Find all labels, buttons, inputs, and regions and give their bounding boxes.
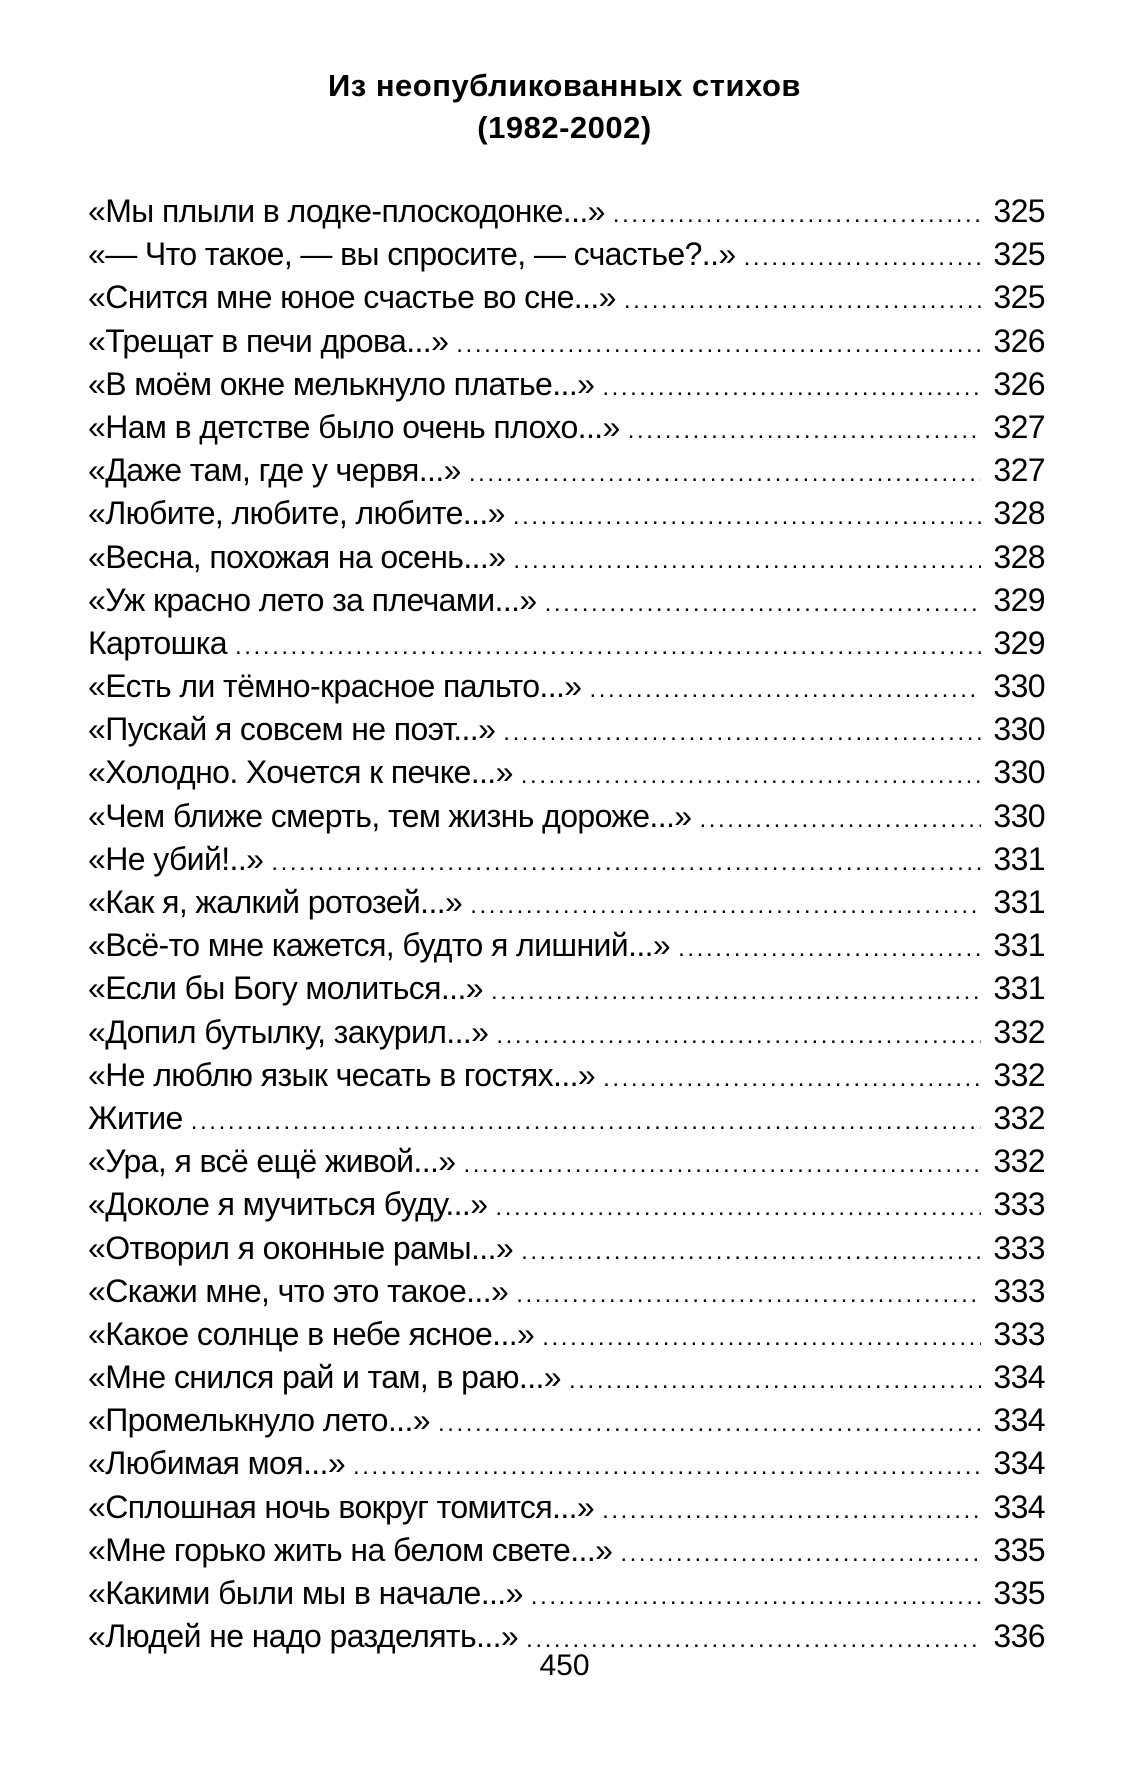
toc-entry[interactable]: [88, 320, 1045, 363]
dot-leader: [744, 236, 981, 279]
toc-entry[interactable]: [88, 276, 1045, 319]
dot-leader: [590, 668, 982, 711]
dot-leader: [569, 1359, 981, 1402]
toc-entry[interactable]: [88, 1486, 1045, 1529]
toc-entry[interactable]: [88, 1356, 1045, 1399]
toc-entry-page: 327: [993, 408, 1045, 445]
toc-entry-title: «Нам в детстве было очень плохо...»: [88, 408, 620, 445]
toc-entry[interactable]: [88, 536, 1045, 579]
toc-entry-title: «Как я, жалкий ротозей...»: [88, 884, 463, 920]
toc-entry-page: 326: [993, 365, 1045, 402]
toc-entry[interactable]: [88, 1313, 1045, 1356]
toc-entry-title: «Даже там, где у червя...»: [88, 452, 461, 489]
dot-leader: [700, 798, 982, 841]
toc-entry-title: «Не люблю язык чесать в гостях...»: [88, 1056, 596, 1093]
toc-entry-page: 333: [993, 1272, 1045, 1309]
toc-entry[interactable]: [88, 838, 1045, 881]
dot-leader: [513, 495, 981, 538]
toc-entry-page: 327: [993, 452, 1045, 489]
dot-leader: [521, 1230, 981, 1273]
toc-entry-page: 325: [993, 279, 1045, 316]
toc-entry-title: «Пускай я совсем не поэт...»: [88, 711, 496, 748]
toc-entry-title: «Не убий!..»: [88, 840, 264, 877]
toc-entry[interactable]: [88, 1054, 1045, 1097]
dot-leader: [191, 1100, 981, 1143]
toc-entry-title: «Мне снился рай и там, в раю...»: [88, 1359, 562, 1396]
toc-entry-title: «Снится мне юное счастье во сне...»: [88, 279, 616, 316]
toc-entry[interactable]: [88, 1227, 1045, 1270]
toc-entry[interactable]: [88, 881, 1045, 924]
toc-entry-page: 328: [993, 538, 1045, 575]
dot-leader: [513, 539, 981, 582]
toc-entry[interactable]: [88, 579, 1045, 622]
toc-entry-title: Житие: [88, 1099, 183, 1136]
toc-entry-title: «Промелькнуло лето...»: [88, 1402, 430, 1439]
toc-entry[interactable]: [88, 622, 1045, 665]
page-number: 450: [539, 1649, 590, 1682]
dot-leader: [438, 1402, 981, 1445]
toc-entry-title: «Допил бутылку, закурил...»: [88, 1013, 489, 1050]
toc-entry-page: 330: [993, 797, 1045, 834]
toc-entry-title: «Доколе я мучиться буду...»: [88, 1186, 488, 1223]
toc-entry-page: 330: [993, 668, 1045, 705]
toc-entry-title: «Чем ближе смерть, тем жизнь дороже...»: [88, 797, 692, 834]
toc-entry-title: «Ура, я всё ещё живой...»: [88, 1143, 456, 1180]
toc-entry-title: «В моём окне мелькнуло платье...»: [88, 365, 595, 402]
toc-entry-page: 326: [993, 322, 1045, 359]
toc-entry[interactable]: [88, 708, 1045, 751]
toc-entry-page: 336: [993, 1618, 1045, 1655]
toc-entry-page: 331: [993, 970, 1045, 1007]
toc-entry[interactable]: [88, 406, 1045, 449]
toc-entry-page: 332: [993, 1143, 1045, 1180]
dot-leader: [620, 1532, 981, 1575]
toc-entry-title: «Уж красно лето за плечами...»: [88, 581, 537, 618]
toc-entry-page: 333: [993, 1186, 1045, 1223]
toc-entry[interactable]: [88, 1140, 1045, 1183]
toc-entry-page: 331: [993, 927, 1045, 964]
toc-entry[interactable]: [88, 1529, 1045, 1572]
dot-leader: [602, 366, 981, 409]
toc-entry-page: 325: [993, 236, 1045, 273]
toc-entry[interactable]: [88, 1442, 1045, 1485]
toc-entry-page: 334: [993, 1445, 1045, 1482]
toc-entry-title: «Если бы Богу молиться...»: [88, 970, 483, 1007]
dot-leader: [531, 1575, 981, 1618]
toc-entry-page: 330: [993, 754, 1045, 791]
toc-entry-title: «Какое солнце в небе ясное...»: [88, 1315, 535, 1352]
toc-entry[interactable]: [88, 665, 1045, 708]
toc-entry-page: 325: [993, 193, 1045, 229]
toc-entry[interactable]: [88, 1183, 1045, 1226]
toc-entry-title: «Трещат в печи дрова...»: [88, 322, 449, 359]
toc-entry-page: 334: [993, 1402, 1045, 1439]
toc-entry-page: 329: [993, 624, 1045, 661]
dot-leader: [235, 625, 981, 668]
toc-entry-title: «Холодно. Хочется к печке...»: [88, 754, 513, 791]
toc-entry-title: «Скажи мне, что это такое...»: [88, 1272, 509, 1309]
toc-entry-title: «Мы плыли в лодке-плоскодонке...»: [88, 193, 605, 229]
section-years: (1982-2002): [477, 110, 652, 145]
dot-leader: [602, 1489, 981, 1532]
dot-leader: [456, 323, 981, 366]
dot-leader: [271, 841, 981, 884]
toc-entry-page: 332: [993, 1056, 1045, 1093]
toc-entry-title: «Весна, похожая на осень...»: [88, 538, 506, 575]
toc-entry-page: 333: [993, 1315, 1045, 1352]
toc-entry-page: 335: [993, 1531, 1045, 1568]
toc-entry-page: 328: [993, 495, 1045, 532]
toc-entry[interactable]: [88, 363, 1045, 406]
toc-entry[interactable]: [88, 795, 1045, 838]
toc-entry-title: «— Что такое, — вы спросите, — счастье?..»: [88, 236, 736, 273]
dot-leader: [491, 970, 981, 1013]
toc-entry-title: «Любимая моя...»: [88, 1445, 346, 1482]
toc-entry-title: «Есть ли тёмно-красное пальто...»: [88, 668, 582, 705]
dot-leader: [678, 927, 981, 970]
toc-entry-title: Картошка: [88, 624, 227, 661]
dot-leader: [521, 754, 981, 797]
dot-leader: [496, 1014, 981, 1057]
dot-leader: [503, 711, 981, 754]
toc-entry-page: 333: [993, 1229, 1045, 1266]
toc-entry-page: 332: [993, 1013, 1045, 1050]
toc-entry[interactable]: [88, 1270, 1045, 1313]
toc-entry[interactable]: [88, 233, 1045, 276]
toc-entry-title: «Сплошная ночь вокруг томится...»: [88, 1488, 595, 1525]
dot-leader: [495, 1186, 981, 1229]
dot-leader: [516, 1273, 981, 1316]
toc-entry-title: «Всё-то мне кажется, будто я лишний...»: [88, 927, 671, 964]
toc-entry[interactable]: [88, 449, 1045, 492]
toc-entry[interactable]: [88, 492, 1045, 535]
dot-leader: [353, 1445, 981, 1488]
dot-leader: [464, 1143, 982, 1186]
toc-entry[interactable]: [88, 1097, 1045, 1140]
toc-entry-title: «Мне горько жить на белом свете...»: [88, 1531, 613, 1568]
toc-entry[interactable]: [88, 190, 1045, 233]
toc-entry-title: «Какими были мы в начале...»: [88, 1575, 523, 1611]
dot-leader: [545, 582, 981, 625]
toc-entry-title: «Любите, любите, любите...»: [88, 495, 505, 532]
dot-leader: [628, 409, 981, 452]
dot-leader: [624, 279, 981, 322]
toc-entry[interactable]: [88, 1572, 1045, 1615]
toc-entry-page: 332: [993, 1099, 1045, 1136]
toc-entry-page: 331: [993, 840, 1045, 877]
dot-leader: [603, 1057, 981, 1100]
toc-entry-title: «Людей не надо разделять...»: [88, 1618, 519, 1655]
toc-entry[interactable]: [88, 1399, 1045, 1442]
toc-entry-page: 334: [993, 1488, 1045, 1525]
toc-entry[interactable]: [88, 924, 1045, 967]
dot-leader: [469, 452, 981, 495]
toc-entry[interactable]: [88, 1011, 1045, 1054]
dot-leader: [613, 193, 981, 236]
toc-entry-page: 330: [993, 711, 1045, 748]
toc-entry-page: 331: [993, 884, 1045, 920]
dot-leader: [470, 884, 981, 927]
dot-leader: [542, 1316, 981, 1359]
toc-entry[interactable]: [88, 967, 1045, 1010]
toc-entry-page: 329: [993, 581, 1045, 618]
toc-entry-page: 334: [993, 1359, 1045, 1396]
toc-entry-page: 335: [993, 1575, 1045, 1611]
section-title: Из неопубликованных стихов: [328, 68, 801, 103]
toc-entry-title: «Отворил я оконные рамы...»: [88, 1229, 514, 1266]
toc-entry[interactable]: [88, 751, 1045, 794]
table-of-contents: [88, 190, 1045, 1658]
